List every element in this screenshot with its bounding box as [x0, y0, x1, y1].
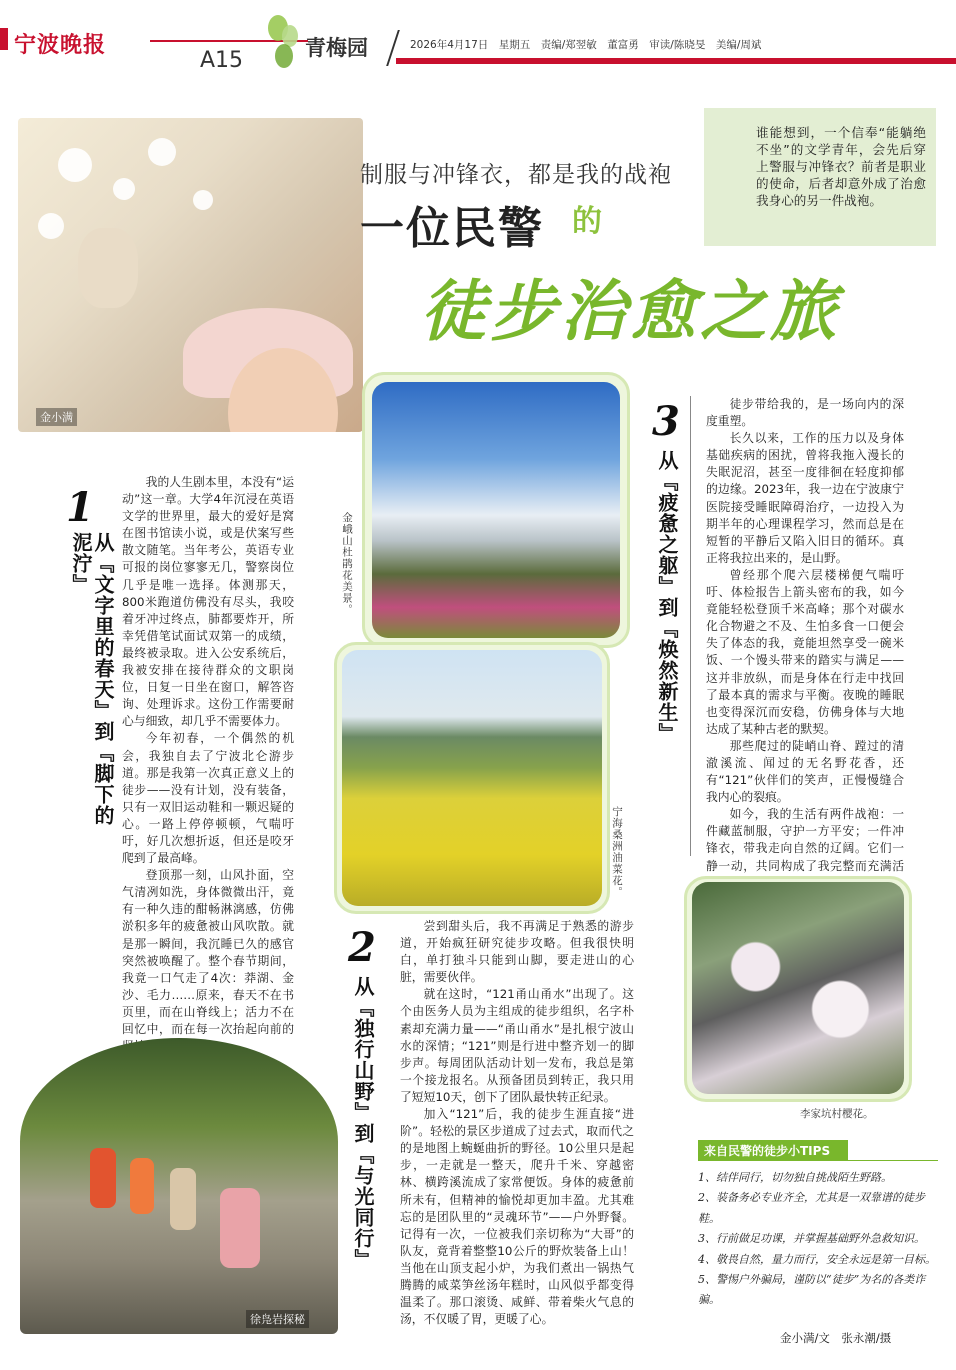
- masthead-bar: [0, 28, 8, 50]
- header-red-bar: [396, 58, 956, 64]
- hiker: [90, 1148, 116, 1208]
- paragraph: 那些爬过的陡峭山脊、蹚过的清澈溪流、闻过的无名野花香，还有“121”伙伴们的笑声，正慢慢缝合我内心的裂痕。: [706, 738, 904, 805]
- paragraph: 曾经那个爬六层楼梯便气喘吁吁、体检报告上箭头密布的我，如今竟能轻松登顶千米高峰；那个对碳水化合物避之不及、生怕多食一口便会失了体态的我，竟能坦然享受一碗米饭、一个馒头带来的踏实与满足——这并非放纵，而是身体在行走中找回了最本真的需求与平衡。夜晚的睡眠也变得深沉而安稳，仿佛身体与大地达成了某种古老的默契。: [706, 567, 904, 736]
- blossom: [148, 138, 176, 166]
- headline-sub: 徒步治愈之旅: [420, 272, 840, 350]
- paragraph: 长久以来，工作的压力以及身体基础疾病的困扰，曾将我拖入漫长的失眠泥沼，甚至一度徘徊在轻度抑郁的边缘。2023年，我一边在宁波康宁医院接受睡眠障碍治疗，一边投入为期半年的心理课程学习，然而总是在短暂的平静后又陷入旧日的循环。真正将我拉出来的，是山野。: [706, 431, 904, 565]
- photo-cherry: [692, 882, 904, 1094]
- blossom: [113, 178, 135, 200]
- byline: 金小满/文 张永潮/摄: [780, 1331, 892, 1345]
- paragraph: 今年初春，一个偶然的机会，我独自去了宁波北仑游步道。那是我第一次真正意义上的徒步——没有计划，没有装备，只有一双旧运动鞋和一颗迟疑的心。一路上停停顿顿，气喘吁吁，好几次想折返，但还是咬牙爬到了最高峰。: [122, 731, 294, 866]
- photo-2-caption: 宁海桑洲油菜花。: [611, 806, 623, 898]
- tips-title: 来自民警的徒步小TIPS: [698, 1140, 848, 1160]
- hiker: [130, 1158, 154, 1214]
- blossom: [58, 148, 92, 182]
- photo-3-caption: 李家坑村樱花。: [800, 1108, 874, 1120]
- tips-rule: [698, 1160, 938, 1161]
- section-1-number: 1: [66, 484, 94, 531]
- headline-main: 一位民警: [360, 203, 544, 254]
- section-3-number: 3: [652, 398, 680, 445]
- paragraph: 加入“121”后，我的徒步生涯直接“进阶”。轻松的景区步道成了过去式，取而代之的是地图上蜿蜒曲折的野径。10公里只是起步，一走就是一整天，爬升千米、穿越密林、横跨溪流成了家常便饭。身体的疲惫前所未有，但精神的愉悦却更加丰盈。尤其难忘的是团队里的“灵魂环节”——户外野餐。记得有一次，一位被我们亲切称为“大哥”的队友，竟背着整整10公斤的野炊装备上山！当他在山顶支起小炉，为我们煮出一锅热气腾腾的咸菜笋丝汤年糕时，山风似乎都变得温柔了。那口滚烫、咸鲜、带着柴火气息的汤，不仅暖了胃，更暖了心。: [400, 1107, 634, 1327]
- section-3-divider: [690, 396, 691, 856]
- photo-group: [20, 1038, 338, 1334]
- paragraph: 我的人生剧本里，本没有“运动”这一章。大学4年沉浸在英语文学的世界里，最大的爱好是窝在图书馆读小说，或是伏案写些散文随笔。当年考公，英语专业可报的岗位寥寥无几，警察岗位几乎是唯一选择。体测那天，800米跑道仿佛没有尽头，我咬着牙冲过终点，肺都要炸开，所幸凭借笔试面试双第一的成绩，最终被录取。进入公安系统后，我被安排在接待群众的文职岗位，日复一日坐在窗口，解答咨询、处理诉求。这份工作需要耐心与细致，却几乎不需要体力。: [122, 475, 294, 729]
- headline-subtitle: 制服与冲锋衣，都是我的战袍: [360, 162, 672, 188]
- tip-item: 3、行前做足功课，并掌握基础野外急救知识。: [698, 1232, 925, 1246]
- hero-caption: 金小满: [36, 408, 77, 426]
- intro-text: 谁能想到，一个信奉“能躺绝不坐”的文学青年，会先后穿上警服与冲锋衣？前者是职业的使命，后者却意外成了治愈我身心的另一件战袍。: [756, 125, 926, 208]
- section-3-heading: 从『疲惫之躯』到『焕然新生』: [655, 450, 679, 744]
- section-1-body: [122, 474, 294, 1055]
- blossom: [193, 190, 213, 210]
- paragraph: 就在这时，“121甬山甬水”出现了。这个由医务人员为主组成的徒步组织，名字朴素却充满力量——“甬山甬水”是扎根宁波山水的深情；“121”则是行进中整齐划一的脚步声。每周团队活动计划一发布，我总是第一个接龙报名。从预备团员到转正，我只用了短短10天，创下了团队最快转正纪录。: [400, 987, 634, 1104]
- group-caption: 徐凫岩探秘: [246, 1310, 309, 1328]
- page-number: A15: [200, 48, 244, 73]
- paragraph: 如今，我的生活有两件战袍：一件藏蓝制服，守护一方平安；一件冲锋衣，带我走向自然的辽阔。它们一静一动，共同构成了我完整而充满活: [706, 807, 904, 873]
- section-name: 青梅园: [305, 36, 368, 60]
- paragraph: 尝到甜头后，我不再满足于熟悉的游步道，开始疯狂研究徒步攻略。但我很快明白，单打独斗只能到山脚，要走进山的心脏，需要伙伴。: [400, 919, 634, 985]
- masthead-logo: 宁波晚报: [14, 32, 107, 58]
- photo-rapeseed: [342, 650, 602, 906]
- leaf-icon: [262, 12, 302, 72]
- tips-list: [698, 1168, 938, 1311]
- tip-item: 1、结伴同行，切勿独自挑战陌生野路。: [698, 1171, 892, 1184]
- section-3-body: [706, 396, 904, 892]
- section-2-body: [400, 918, 634, 1328]
- paragraph: 徒步带给我的，是一场向内的深度重塑。: [706, 397, 904, 429]
- hero-photo: [18, 118, 363, 432]
- paragraph: 登顶那一刻，山风扑面，空气清冽如洗，身体微微出汗，竟有一种久违的酣畅淋漓感，仿佛淤积多年的疲惫被山风吹散。就是那一瞬间，我沉睡已久的感官突然被唤醒了。整个春节期间，我竟一口气走了4次：莽湖、金沙、毛力……原来，春天不在书页里，而在山脊线上；活力不在回忆中，而在每一次抬起向前的: [122, 868, 294, 1036]
- hiker: [170, 1168, 196, 1230]
- section-2-number: 2: [348, 924, 376, 971]
- section-1-heading: 从『文字里的春天』到『脚下的泥泞』: [69, 532, 115, 826]
- headline-de: 的: [572, 204, 602, 239]
- hiker: [220, 1188, 260, 1268]
- hero-glove: [78, 228, 138, 308]
- tip-item: 2、装备务必专业齐全，尤其是一双靠谱的徒步鞋。: [698, 1191, 925, 1225]
- blossom: [38, 213, 64, 239]
- photo-azalea: [372, 382, 620, 638]
- tip-item: 4、敬畏自然，量力而行，安全永远是第一目标。: [698, 1252, 936, 1266]
- tip-item: 5、警惕户外骗局，谨防以“徒步”为名的各类诈骗。: [698, 1273, 926, 1307]
- section-2-heading: 从『独行山野』到『与光同行』: [351, 976, 375, 1270]
- issue-meta: 2026年4月17日 星期五 责编/郑翌敏 董富勇 审读/陈晓旻 美编/周斌: [410, 39, 762, 51]
- photo-1-caption: 金峨山杜鹃花美景。: [341, 512, 353, 616]
